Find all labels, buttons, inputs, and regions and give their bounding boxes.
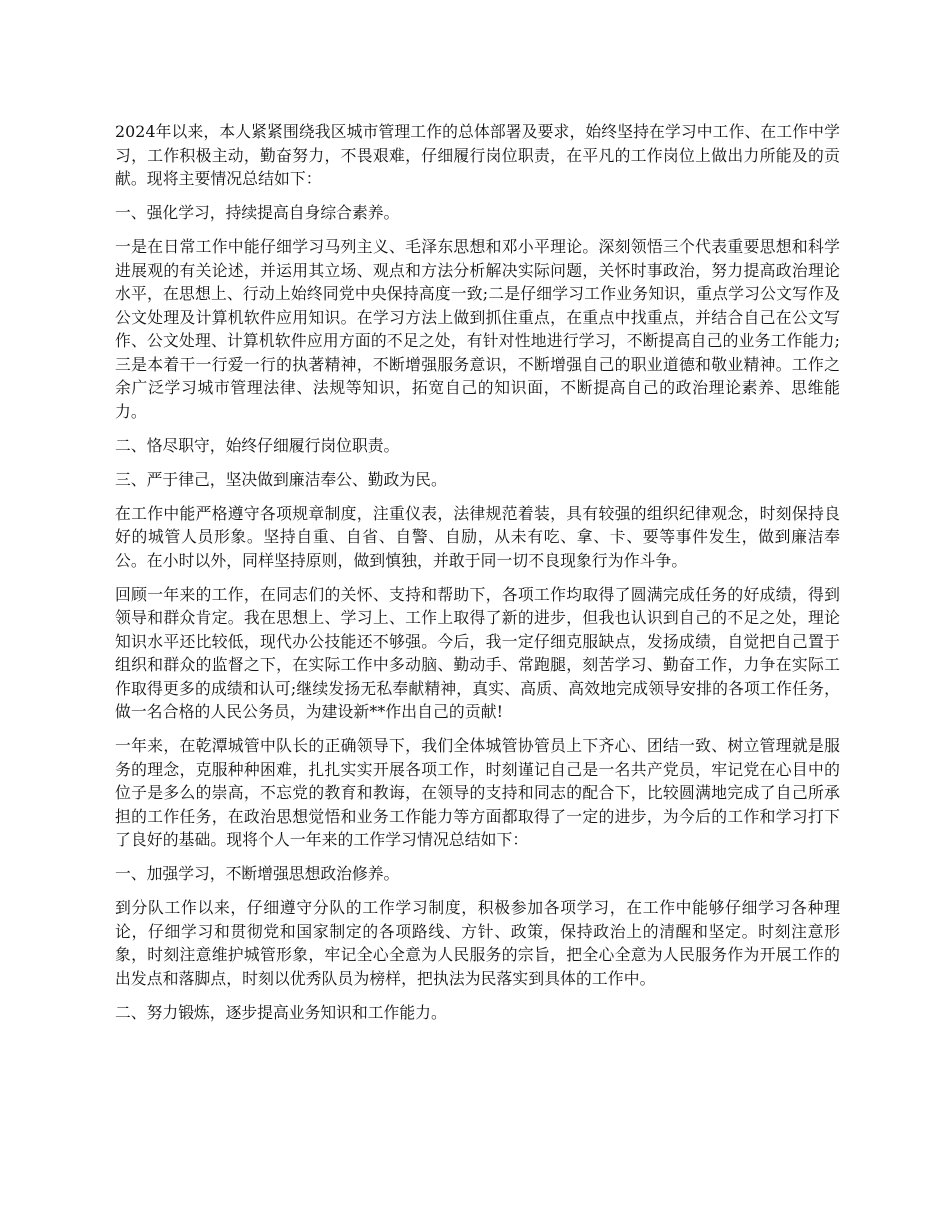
- section-heading-strengthen-study: 一、强化学习，持续提高自身综合素养。: [115, 203, 400, 222]
- discipline-paragraph: 在工作中能严格遵守各项规章制度，注重仪表，法律规范着装，具有较强的组织纪律观念，时刻保持良好的城管人员形象。坚持自重、自省、自警、自励，从未有吃、拿、卡、要等事件发生，做到廉洁奉公。在小时以外，同样坚持原则，做到慎独，并敢于同一切不良现象行为作斗争。: [115, 503, 840, 570]
- review-paragraph: 回顾一年来的工作，在同志们的关怀、支持和帮助下，各项工作均取得了圆满完成任务的好成绩，得到领导和群众肯定。我在思想上、学习上、工作上取得了新的进步，但我也认识到自己的不足之处，理论知识水平还比较低，现代办公技能还不够强。今后，我一定仔细克服缺点，发扬成绩，自觉把自己置于组织和群众的监督之下，在实际工作中多动脑、勤动手、常跑腿，刻苦学习、勤奋工作，力争在实际工作取得更多的成绩和认可;继续发扬无私奉献精神，真实、高质、高效地完成领导安排的各项工作任务，做一名合格的人民公务员，为建设新**作出自己的贡献!: [115, 584, 840, 721]
- study-details-paragraph: 一是在日常工作中能仔细学习马列主义、毛泽东思想和邓小平理论。深刻领悟三个代表重要思想和科学进展观的有关论述，并运用其立场、观点和方法分析解决实际问题，关怀时事政治，努力提高政治理论水平，在思想上、行动上始终同党中央保持高度一致;二是仔细学习工作业务知识，重点学习公文写作及公文处理及计算机软件应用知识。在学习方法上做到抓住重点，在重点中找重点，并结合自己在公文写作、公文处理、计算机软件应用方面的不足之处，有针对性地进行学习，不断提高自己的业务工作能力;三是本着干一行爱一行的执著精神，不断增强服务意识，不断增强自己的职业道德和敬业精神。工作之余广泛学习城市管理法律、法规等知识，拓宽自己的知识面，不断提高自己的政治理论素养、思维能力。: [115, 237, 840, 421]
- section-heading-political-study: 一、加强学习，不断增强思想政治修养。: [115, 864, 400, 883]
- document-page: [115, 120, 840, 1035]
- year-summary-paragraph: 一年来，在乾潭城管中队长的正确领导下，我们全体城管协管员上下齐心、团结一致、树立管理就是服务的理念，克服种种困难，扎扎实实开展各项工作，时刻谨记自己是一名共产党员，牢记党在心目中的位子是多么的崇高，不忘党的教育和教诲，在领导的支持和同志的配合下，比较圆满地完成了自己所承担的工作任务，在政治思想觉悟和业务工作能力等方面都取得了一定的进步，为今后的工作和学习打下了良好的基础。现将个人一年来的工作学习情况总结如下：: [115, 736, 840, 849]
- section-heading-self-discipline: 三、严于律己，坚决做到廉洁奉公、勤政为民。: [115, 469, 447, 489]
- section-heading-business-skills: 二、努力锻炼，逐步提高业务知识和工作能力。: [115, 1002, 447, 1022]
- section-heading-duty: 二、恪尽职守，始终仔细履行岗位职责。: [115, 435, 400, 455]
- political-study-paragraph: 到分队工作以来，仔细遵守分队的工作学习制度，积极参加各项学习，在工作中能够仔细学习各种理论，仔细学习和贯彻党和国家制定的各项路线、方针、政策，保持政治上的清醒和坚定。时刻注意形象，时刻注意维护城管形象，牢记全心全意为人民服务的宗旨，把全心全意为人民服务作为开展工作的出发点和落脚点，时刻以优秀队员为榜样，把执法为民落实到具体的工作中。: [115, 898, 840, 988]
- intro-paragraph: 2024年以来，本人紧紧围绕我区城市管理工作的总体部署及要求，始终坚持在学习中工作、在工作中学习，工作积极主动，勤奋努力，不畏艰难，仔细履行岗位职责，在平凡的工作岗位上做出力所能及的贡献。现将主要情况总结如下：: [115, 122, 840, 188]
